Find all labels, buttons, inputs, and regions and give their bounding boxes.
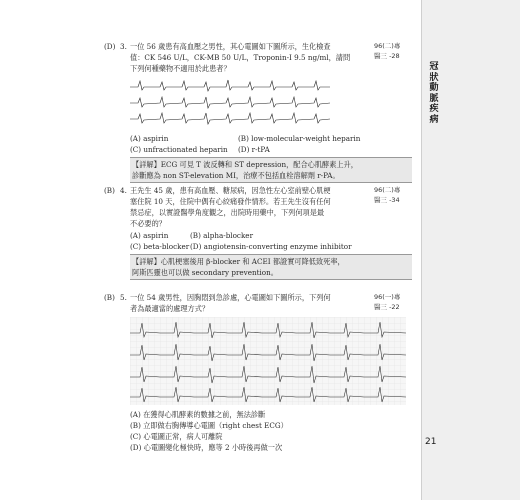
options [130,230,412,252]
option-b: (B) low-molecular-weight heparin [238,134,361,143]
ecg-12-lead-image [130,317,406,405]
option-a: (A) 在獲得心肌酵素的數據之前，無法診斷 [130,410,266,419]
option-c: (C) 心電圖正常，病人可離院 [130,432,223,441]
question-number: 4. [120,186,127,195]
option-d: (D) r-tPA [238,145,270,154]
question-3 [104,41,412,183]
options [130,409,412,453]
question-number: 5. [120,293,127,302]
explanation-box: 【詳解】心肌梗塞後用 β-blocker 和 ACEI 都證實可降低致死率， 阿斯匹靈也可以做 secondary prevention。 [130,254,412,280]
question-3-source: 96(二)專 醫三 -28 [374,42,401,60]
option-d: (D) 心電圖變化極快時，應等 2 小時後再做一次 [130,443,283,452]
option-c: (C) beta-blocker [130,242,190,251]
answer-label: (B) [104,293,115,302]
chapter-title: 冠 狀 動 脈 疾 病 [429,62,439,125]
explanation-box: 【詳解】ECG 可見 T 波反轉和 ST depression，配合心肌酵素上升， 診斷應為 non ST-elevation MI，治療不包括血栓溶解劑 r-PA。 [130,157,412,183]
option-d: (D) angiotensin-converting enzyme inhibitor [190,242,352,251]
option-a: (A) aspirin [130,134,169,143]
question-number: 3. [120,42,127,51]
option-b: (B) 立即做右胸傳導心電圖（right chest ECG） [130,421,288,430]
option-c: (C) unfractionated heparin [130,145,228,154]
question-5 [104,292,412,453]
answer-label: (B) [104,186,115,195]
option-a: (A) aspirin [130,231,169,240]
question-stem: 王先生 45 歲，患有高血壓、糖尿病，因急性左心室前壁心肌梗 塞住院 10 天，住院中偶有心絞痛發作情形。若王先生沒有任何 禁忌症，以實證醫學角度觀之，出院時用藥中，下列何項是最 不必要的？ [130,186,331,228]
ecg-strip-image [130,77,330,129]
question-4 [104,185,412,280]
options [130,133,412,155]
answer-label: (D) [104,42,116,51]
ecg-figure-12-lead [130,317,412,408]
question-stem: 一位 56 歲患有高血壓之男性，其心電圖如下圖所示，生化檢查 值：CK 546 U/L，CK-MB 50 U/L，Troponin-I 9.5 ng/ml，請問 下列何種藥物不適用於此患者？ [130,42,351,73]
ecg-figure-small [130,77,412,132]
question-stem: 一位 54 歲男性，因胸悶到急診處，心電圖如下圖所示，下列何 者為最適當的處理方式？ [130,293,331,313]
question-5-source: 96(一)專 醫三 -22 [374,293,401,311]
question-4-source: 96(二)專 醫三 -34 [374,186,401,204]
page-number: 21 [425,437,437,447]
option-b: (B) alpha-blocker [190,231,253,240]
